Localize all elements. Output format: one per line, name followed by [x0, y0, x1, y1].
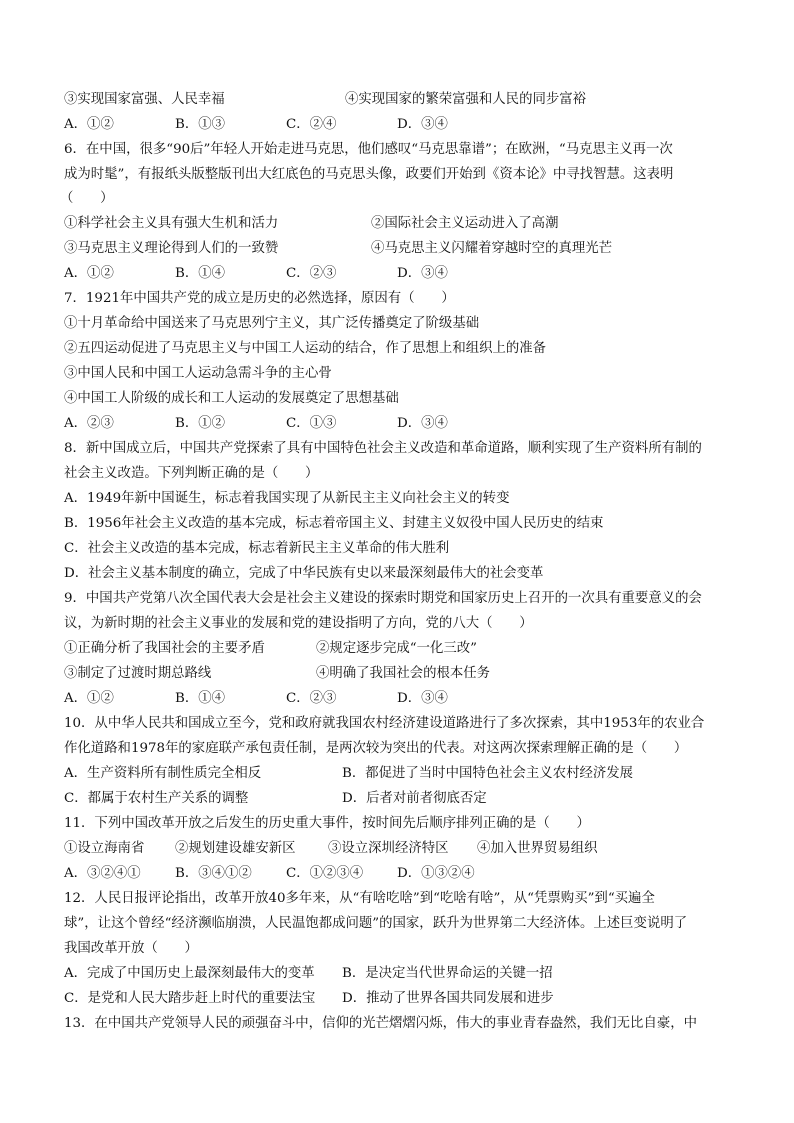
q11-choice-c: C．①②③④ [286, 866, 364, 881]
q7-choice-d: D．③④ [397, 416, 448, 431]
q12-stem-line-2: 球”，让这个曾经“经济濒临崩溃，人民温饱都成问题”的国家，跃升为世界第二大经济体。上述巨变说明了 [64, 916, 688, 931]
q6-stem-line-1: 6．在中国，很多“90后”年轻人开始走进马克思，他们感叹“马克思靠谱”；在欧洲，“马克思主义再一次 [64, 142, 673, 157]
q11-choice-d: D．①③②④ [397, 866, 475, 881]
q7-stem: 7．1921年中国共产党的成立是历史的必然选择，原因有（ ） [64, 291, 455, 306]
q6-option-4: ④马克思主义闪耀着穿越时空的真理光芒 [371, 241, 613, 256]
q6-stem-line-2: 成为时髦”，有报纸头版整版刊出大红底色的马克思头像，政要们开始到《资本论》中寻找智慧。这表明 [64, 167, 674, 182]
q9-option-4: ④明确了我国社会的根本任务 [316, 666, 491, 681]
q9-choice-b: B．①④ [175, 691, 226, 706]
q12-option-c: C．是党和人民大踏步赶上时代的重要法宝 [64, 991, 316, 1006]
q12-option-b: B．是决定当代世界命运的关键一招 [342, 966, 553, 981]
q7-choice-a: A．②③ [64, 416, 114, 431]
q6-option-3: ③马克思主义理论得到人们的一致赞 [64, 241, 279, 256]
q8-stem-line-2: 社会主义改造。下列判断正确的是（ ） [64, 466, 319, 481]
q7-option-4: ④中国工人阶级的成长和工人运动的发展奠定了思想基础 [64, 391, 399, 406]
q5-option-3: ③实现国家富强、人民幸福 [64, 92, 225, 107]
q9-choice-c: C．②③ [286, 691, 337, 706]
q6-choice-b: B．①④ [175, 266, 226, 281]
q6-option-1: ①科学社会主义具有强大生机和活力 [64, 216, 279, 231]
q5-choice-b: B．①③ [175, 117, 226, 132]
q9-option-2: ②规定逐步完成“一化三改” [316, 641, 477, 656]
q11-option-4: ④加入世界贸易组织 [477, 841, 598, 856]
q6-option-2: ②国际社会主义运动进入了高潮 [371, 216, 559, 231]
q5-option-4: ④实现国家的繁荣富强和人民的同步富裕 [345, 92, 587, 107]
q6-answer-paren: （ ） [60, 191, 114, 206]
q8-option-c: C．社会主义改造的基本完成，标志着新民主主义革命的伟大胜利 [64, 541, 450, 556]
q6-choice-a: A．①② [64, 266, 114, 281]
q8-option-d: D．社会主义基本制度的确立，完成了中华民族有史以来最深刻最伟大的社会变革 [64, 566, 544, 581]
q12-option-a: A．完成了中国历史上最深刻最伟大的变革 [64, 966, 315, 981]
q10-option-a: A．生产资料所有制性质完全相反 [64, 766, 262, 781]
q9-stem-line-1: 9．中国共产党第八次全国代表大会是社会主义建设的探索时期党和国家历史上召开的一次具有重要意义的会 [64, 591, 702, 606]
q8-stem-line-1: 8．新中国成立后，中国共产党探索了具有中国特色社会主义改造和革命道路，顺利实现了生产资料所有制的 [64, 441, 702, 456]
q6-choice-c: C．②③ [286, 266, 337, 281]
q10-stem-line-2: 作化道路和1978年的家庭联产承包责任制，是两次较为突出的代表。对这两次探索理解正确的是（ ） [64, 741, 688, 756]
q11-option-2: ②规划建设雄安新区 [175, 841, 296, 856]
q12-stem-line-3: 我国改革开放（ ） [64, 941, 198, 956]
q8-option-a: A．1949年新中国诞生，标志着我国实现了从新民主主义向社会主义的转变 [64, 491, 510, 506]
q12-option-d: D．推动了世界各国共同发展和进步 [342, 991, 554, 1006]
q12-stem-line-1: 12．人民日报评论指出，改革开放40多年来，从“有啥吃啥”到“吃啥有啥”，从“凭票购买”到“买遍全 [64, 891, 655, 906]
q7-option-2: ②五四运动促进了马克思主义与中国工人运动的结合，作了思想上和组织上的准备 [64, 341, 547, 356]
q10-option-d: D．后者对前者彻底否定 [342, 791, 487, 806]
q9-choice-a: A．①② [64, 691, 114, 706]
q9-stem-line-2: 议，为新时期的社会主义事业的发展和党的建设指明了方向，党的八大（ ） [64, 616, 533, 631]
q11-option-3: ③设立深圳经济特区 [328, 841, 449, 856]
q7-choice-b: B．①② [175, 416, 226, 431]
q10-option-b: B．都促进了当时中国特色社会主义农村经济发展 [342, 766, 634, 781]
q6-choice-d: D．③④ [397, 266, 448, 281]
q11-option-1: ①设立海南省 [64, 841, 145, 856]
q5-choice-d: D．③④ [397, 117, 448, 132]
q7-option-3: ③中国人民和中国工人运动急需斗争的主心骨 [64, 366, 332, 381]
q7-choice-c: C．①③ [286, 416, 337, 431]
q9-option-1: ①正确分析了我国社会的主要矛盾 [64, 641, 265, 656]
q10-stem-line-1: 10．从中华人民共和国成立至今，党和政府就我国农村经济建设道路进行了多次探索，其中1953年的农业合 [64, 716, 705, 731]
q9-option-3: ③制定了过渡时期总路线 [64, 666, 212, 681]
q8-option-b: B．1956年社会主义改造的基本完成，标志着帝国主义、封建主义奴役中国人民历史的结束 [64, 516, 604, 531]
q5-choice-a: A．①② [64, 117, 114, 132]
q9-choice-d: D．③④ [397, 691, 448, 706]
q10-option-c: C．都属于农村生产关系的调整 [64, 791, 249, 806]
q11-choice-b: B．③④①② [175, 866, 252, 881]
q11-choice-a: A．③②④① [64, 866, 141, 881]
q13-stem-line-1: 13．在中国共产党领导人民的顽强奋斗中，信仰的光芒熠熠闪烁，伟大的事业青春盎然，我们无比自豪，中 [64, 1016, 698, 1031]
q11-stem: 11．下列中国改革开放之后发生的历史重大事件，按时间先后顺序排列正确的是（ ） [64, 816, 590, 831]
q5-choice-c: C．②④ [286, 117, 337, 132]
q7-option-1: ①十月革命给中国送来了马克思列宁主义，其广泛传播奠定了阶级基础 [64, 316, 480, 331]
